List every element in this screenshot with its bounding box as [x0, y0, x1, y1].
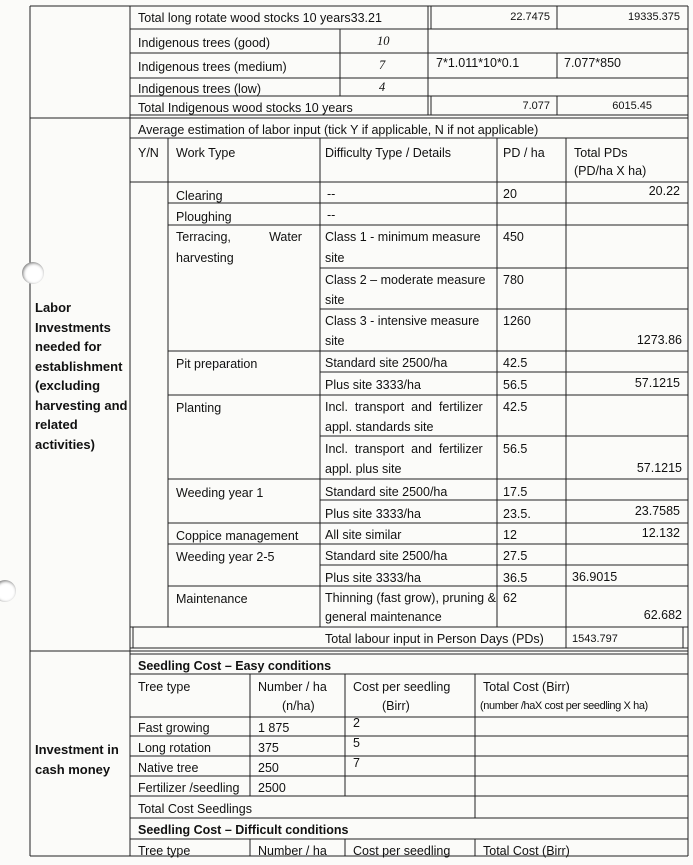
row-pit-work: Pit preparation — [176, 357, 258, 371]
col-difficulty: Difficulty Type / Details — [325, 146, 451, 160]
rotate-total-label: Total long rotate wood stocks 10 years33.21 — [138, 11, 382, 25]
col-total-pds-formula: (PD/ha X ha) — [574, 164, 647, 178]
row-weeding1-std-diff: Standard site 2500/ha — [325, 485, 448, 499]
difficult-col-cost: Cost per seedling — [353, 844, 451, 858]
fast-growing-type: Fast growing — [138, 721, 210, 735]
rotate-total-value-1: 22.7475 — [510, 11, 550, 23]
fertilizer-number: 2500 — [258, 781, 286, 795]
cash-section-label: Investment in cash money — [35, 742, 119, 777]
fast-growing-cost: 2 — [353, 716, 360, 730]
labor-section-label: Labor Investments needed for establishment (excluding harvesting and related activities) — [35, 300, 128, 452]
long-rotation-type: Long rotation — [138, 741, 211, 755]
fast-growing-number: 1 875 — [258, 721, 290, 735]
row-weeding25-plus-diff: Plus site 3333/ha — [325, 571, 421, 585]
labor-total-value: 1543.797 — [572, 633, 618, 645]
easy-conditions-title: Seedling Cost – Easy conditions — [138, 659, 332, 673]
indigenous-medium-value: 7 — [379, 58, 386, 72]
col-total-pds: Total PDs — [574, 146, 628, 160]
row-planting-std-diff: Incl. transport and fertilizer — [325, 400, 483, 414]
row-maintenance-total: 62.682 — [643, 608, 682, 622]
row-weeding25-plus-pd: 36.5 — [503, 571, 528, 585]
rotate-total-value-2: 19335.375 — [628, 11, 680, 23]
row-class2-diff: Class 2 – moderate measure — [325, 273, 486, 287]
row-weeding25-work: Weeding year 2-5 — [176, 550, 275, 564]
indigenous-low-value: 4 — [379, 80, 386, 94]
row-class3-diff-2: site — [325, 334, 345, 348]
col-tree-type: Tree type — [138, 680, 191, 694]
row-class3-pd: 1260 — [503, 314, 531, 328]
row-ploughing-diff: -- — [327, 208, 336, 222]
indigenous-medium-calc-2: 7.077*850 — [564, 56, 622, 70]
row-ploughing-work: Ploughing — [176, 210, 232, 224]
row-weeding25-plus-total: 36.9015 — [572, 570, 618, 584]
col-work-type: Work Type — [176, 146, 236, 160]
indigenous-medium-calc-1: 7*1.011*10*0.1 — [436, 56, 520, 70]
difficult-col-tree-type: Tree type — [138, 844, 191, 858]
total-cost-seedlings: Total Cost Seedlings — [138, 802, 252, 816]
row-planting-work: Planting — [176, 401, 222, 415]
row-pit-plus-diff: Plus site 3333/ha — [325, 378, 421, 392]
row-class2-pd: 780 — [503, 273, 524, 287]
binder-hole-top — [22, 262, 44, 284]
row-terracing-work-2: harvesting — [176, 251, 234, 265]
indigenous-low-label: Indigenous trees (low) — [138, 82, 261, 96]
native-tree-number: 250 — [258, 761, 279, 775]
row-planting-plus-total: 57.1215 — [636, 461, 682, 475]
row-weeding25-std-diff: Standard site 2500/ha — [325, 549, 448, 563]
col-pd-ha: PD / ha — [503, 146, 545, 160]
row-clearing-diff: -- — [327, 187, 336, 201]
long-rotation-number: 375 — [258, 741, 279, 755]
row-planting-std-diff-2: appl. standards site — [325, 420, 434, 434]
row-class1-pd: 450 — [503, 230, 524, 244]
row-clearing-total: 20.22 — [648, 184, 680, 198]
row-clearing-work: Clearing — [176, 189, 223, 203]
row-coppice-work: Coppice management — [176, 529, 299, 543]
col-total-cost: Total Cost (Birr) — [483, 680, 570, 694]
row-weeding25-std-pd: 27.5 — [503, 549, 528, 563]
labor-total-label: Total labour input in Person Days (PDs) — [325, 632, 544, 646]
row-planting-plus-pd: 56.5 — [503, 442, 528, 456]
row-maintenance-pd: 62 — [503, 591, 517, 605]
difficult-col-total: Total Cost (Birr) — [483, 844, 570, 858]
row-class1-diff: Class 1 - minimum measure — [325, 230, 481, 244]
col-cost-seedling: Cost per seedling — [353, 680, 451, 694]
col-number-unit: (n/ha) — [282, 699, 315, 713]
difficult-col-number: Number / ha — [258, 844, 327, 858]
row-pit-plus-pd: 56.5 — [503, 378, 528, 392]
row-coppice-total: 12.132 — [641, 526, 680, 540]
row-weeding1-plus-total: 23.7585 — [634, 504, 680, 518]
col-number-ha: Number / ha — [258, 680, 327, 694]
row-pit-plus-total: 57.1215 — [634, 376, 680, 390]
col-yn: Y/N — [138, 146, 159, 160]
row-class1-diff-2: site — [325, 251, 345, 265]
row-class2-diff-2: site — [325, 293, 345, 307]
row-planting-plus-diff-2: appl. plus site — [325, 462, 402, 476]
labor-heading: Average estimation of labor input (tick Y if applicable, N if not applicable) — [138, 123, 539, 137]
row-clearing-pd: 20 — [503, 187, 517, 201]
row-weeding1-plus-pd: 23.5. — [503, 507, 531, 521]
indigenous-total-value-2: 6015.45 — [612, 100, 652, 112]
row-class3-total: 1273.86 — [636, 333, 682, 347]
indigenous-medium-label: Indigenous trees (medium) — [138, 60, 287, 74]
indigenous-total-value-1: 7.077 — [522, 100, 550, 112]
row-weeding1-std-pd: 17.5 — [503, 485, 528, 499]
row-planting-std-pd: 42.5 — [503, 400, 528, 414]
row-weeding1-plus-diff: Plus site 3333/ha — [325, 507, 421, 521]
difficult-conditions-title: Seedling Cost – Difficult conditions — [138, 823, 349, 837]
row-maintenance-diff: Thinning (fast grow), pruning & — [325, 591, 496, 605]
indigenous-good-value: 10 — [377, 34, 390, 48]
row-weeding1-work: Weeding year 1 — [176, 486, 264, 500]
row-terracing-work: Terracing, Water — [176, 230, 302, 244]
fertilizer-type: Fertilizer /seedling — [138, 781, 240, 795]
col-total-cost-formula: (number /haX cost per seedling X ha) — [480, 700, 648, 712]
long-rotation-cost: 5 — [353, 736, 360, 750]
row-maintenance-diff-2: general maintenance — [325, 610, 442, 624]
indigenous-good-label: Indigenous trees (good) — [138, 36, 271, 50]
native-tree-type: Native tree — [138, 761, 199, 775]
row-pit-standard-diff: Standard site 2500/ha — [325, 356, 448, 370]
row-maintenance-work: Maintenance — [176, 592, 248, 606]
row-coppice-diff: All site similar — [325, 528, 402, 542]
row-class3-diff: Class 3 - intensive measure — [325, 314, 480, 328]
native-tree-cost: 7 — [353, 756, 360, 770]
col-cost-unit: (Birr) — [382, 699, 410, 713]
indigenous-total-label: Total Indigenous wood stocks 10 years — [138, 101, 353, 115]
row-coppice-pd: 12 — [503, 528, 517, 542]
row-planting-plus-diff: Incl. transport and fertilizer — [325, 442, 483, 456]
row-pit-standard-pd: 42.5 — [503, 356, 528, 370]
